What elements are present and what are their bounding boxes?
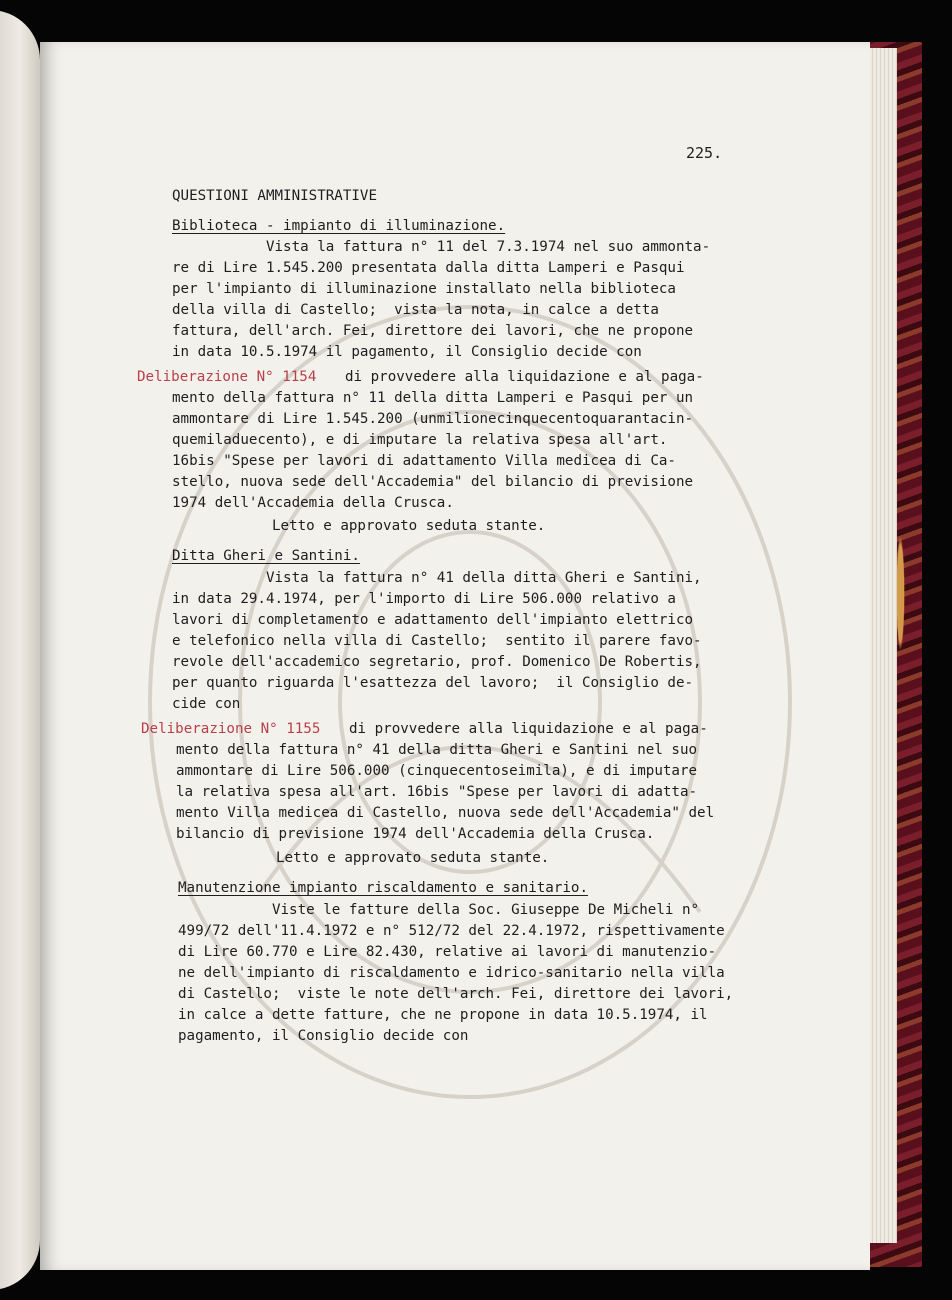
text-line: mento della fattura n° 41 della ditta Gheri e Santini nel suo — [176, 742, 698, 758]
text-line: di provvedere alla liquidazione e al paga- — [349, 721, 708, 737]
text-line: di Castello; viste le note dell'arch. Fei, direttore dei lavori, — [178, 986, 734, 1002]
approval-note: Letto e approvato seduta stante. — [272, 518, 546, 534]
text-line: ammontare di Lire 1.545.200 (unmilionecinquecentoquarantacin- — [172, 411, 694, 427]
text-line: bilancio di previsione 1974 dell'Accademia della Crusca. — [176, 826, 655, 842]
text-line: 16bis "Spese per lavori di adattamento Villa medicea di Ca- — [172, 453, 676, 469]
deliberation-label-1155: Deliberazione N° 1155 — [141, 721, 321, 737]
section-heading-biblioteca: Biblioteca - impianto di illuminazione. — [172, 218, 506, 234]
text-line: Viste le fatture della Soc. Giuseppe De Micheli n° — [178, 902, 700, 918]
text-line: Vista la fattura n° 41 della ditta Gheri e Santini, — [172, 570, 702, 586]
text-line: pagamento, il Consiglio decide con — [178, 1028, 469, 1044]
text-line: di Lire 60.770 e Lire 82.430, relative ai lavori di manutenzio- — [178, 944, 717, 960]
text-line: lavori di completamento e adattamento dell'impianto elettrico — [172, 612, 694, 628]
text-line: quemiladuecento), e di imputare la relativa spesa all'art. — [172, 432, 668, 448]
section-heading-gheri-santini: Ditta Gheri e Santini. — [172, 548, 360, 564]
text-line: in data 10.5.1974 il pagamento, il Consiglio decide con — [172, 344, 642, 360]
text-line: 499/72 dell'11.4.1972 e n° 512/72 del 22.4.1972, rispettivamente — [178, 923, 725, 939]
section-heading-manutenzione: Manutenzione impianto riscaldamento e sanitario. — [178, 880, 588, 896]
text-line: 1974 dell'Accademia della Crusca. — [172, 495, 454, 511]
book-page — [40, 42, 870, 1270]
text-line: mento Villa medicea di Castello, nuova sede dell'Accademia" del — [176, 805, 715, 821]
text-line: per quanto riguarda l'esattezza del lavoro; il Consiglio de- — [172, 675, 694, 691]
text-line: cide con — [172, 696, 241, 712]
text-line: ne dell'impianto di riscaldamento e idrico-sanitario nella villa — [178, 965, 725, 981]
text-line: fattura, dell'arch. Fei, direttore dei lavori, che ne propone — [172, 323, 694, 339]
section-title: QUESTIONI AMMINISTRATIVE — [172, 188, 377, 204]
text-line: in calce a dette fatture, che ne propone in data 10.5.1974, il — [178, 1007, 708, 1023]
text-line: per l'impianto di illuminazione installato nella biblioteca — [172, 281, 676, 297]
text-line: della villa di Castello; vista la nota, in calce a detta — [172, 302, 659, 318]
text-line: in data 29.4.1974, per l'importo di Lire 506.000 relativo a — [172, 591, 676, 607]
text-line: revole dell'accademico segretario, prof. Domenico De Robertis, — [172, 654, 702, 670]
text-line: Vista la fattura n° 11 del 7.3.1974 nel suo ammonta- — [172, 239, 711, 255]
deliberation-label-1154: Deliberazione N° 1154 — [137, 369, 317, 385]
page-number: 225. — [686, 144, 723, 162]
text-line: ammontare di Lire 506.000 (cinquecentoseimila), e di imputare — [176, 763, 698, 779]
text-line: e telefonico nella villa di Castello; sentito il parere favo- — [172, 633, 702, 649]
text-line: la relativa spesa all'art. 16bis "Spese per lavori di adatta- — [176, 784, 698, 800]
approval-note: Letto e approvato seduta stante. — [276, 850, 550, 866]
text-line: re di Lire 1.545.200 presentata dalla ditta Lamperi e Pasqui — [172, 260, 685, 276]
facing-page-edge — [0, 10, 40, 1290]
text-line: mento della fattura n° 11 della ditta Lamperi e Pasqui per un — [172, 390, 694, 406]
text-line: di provvedere alla liquidazione e al paga- — [345, 369, 704, 385]
text-line: stello, nuova sede dell'Accademia" del bilancio di previsione — [172, 474, 694, 490]
